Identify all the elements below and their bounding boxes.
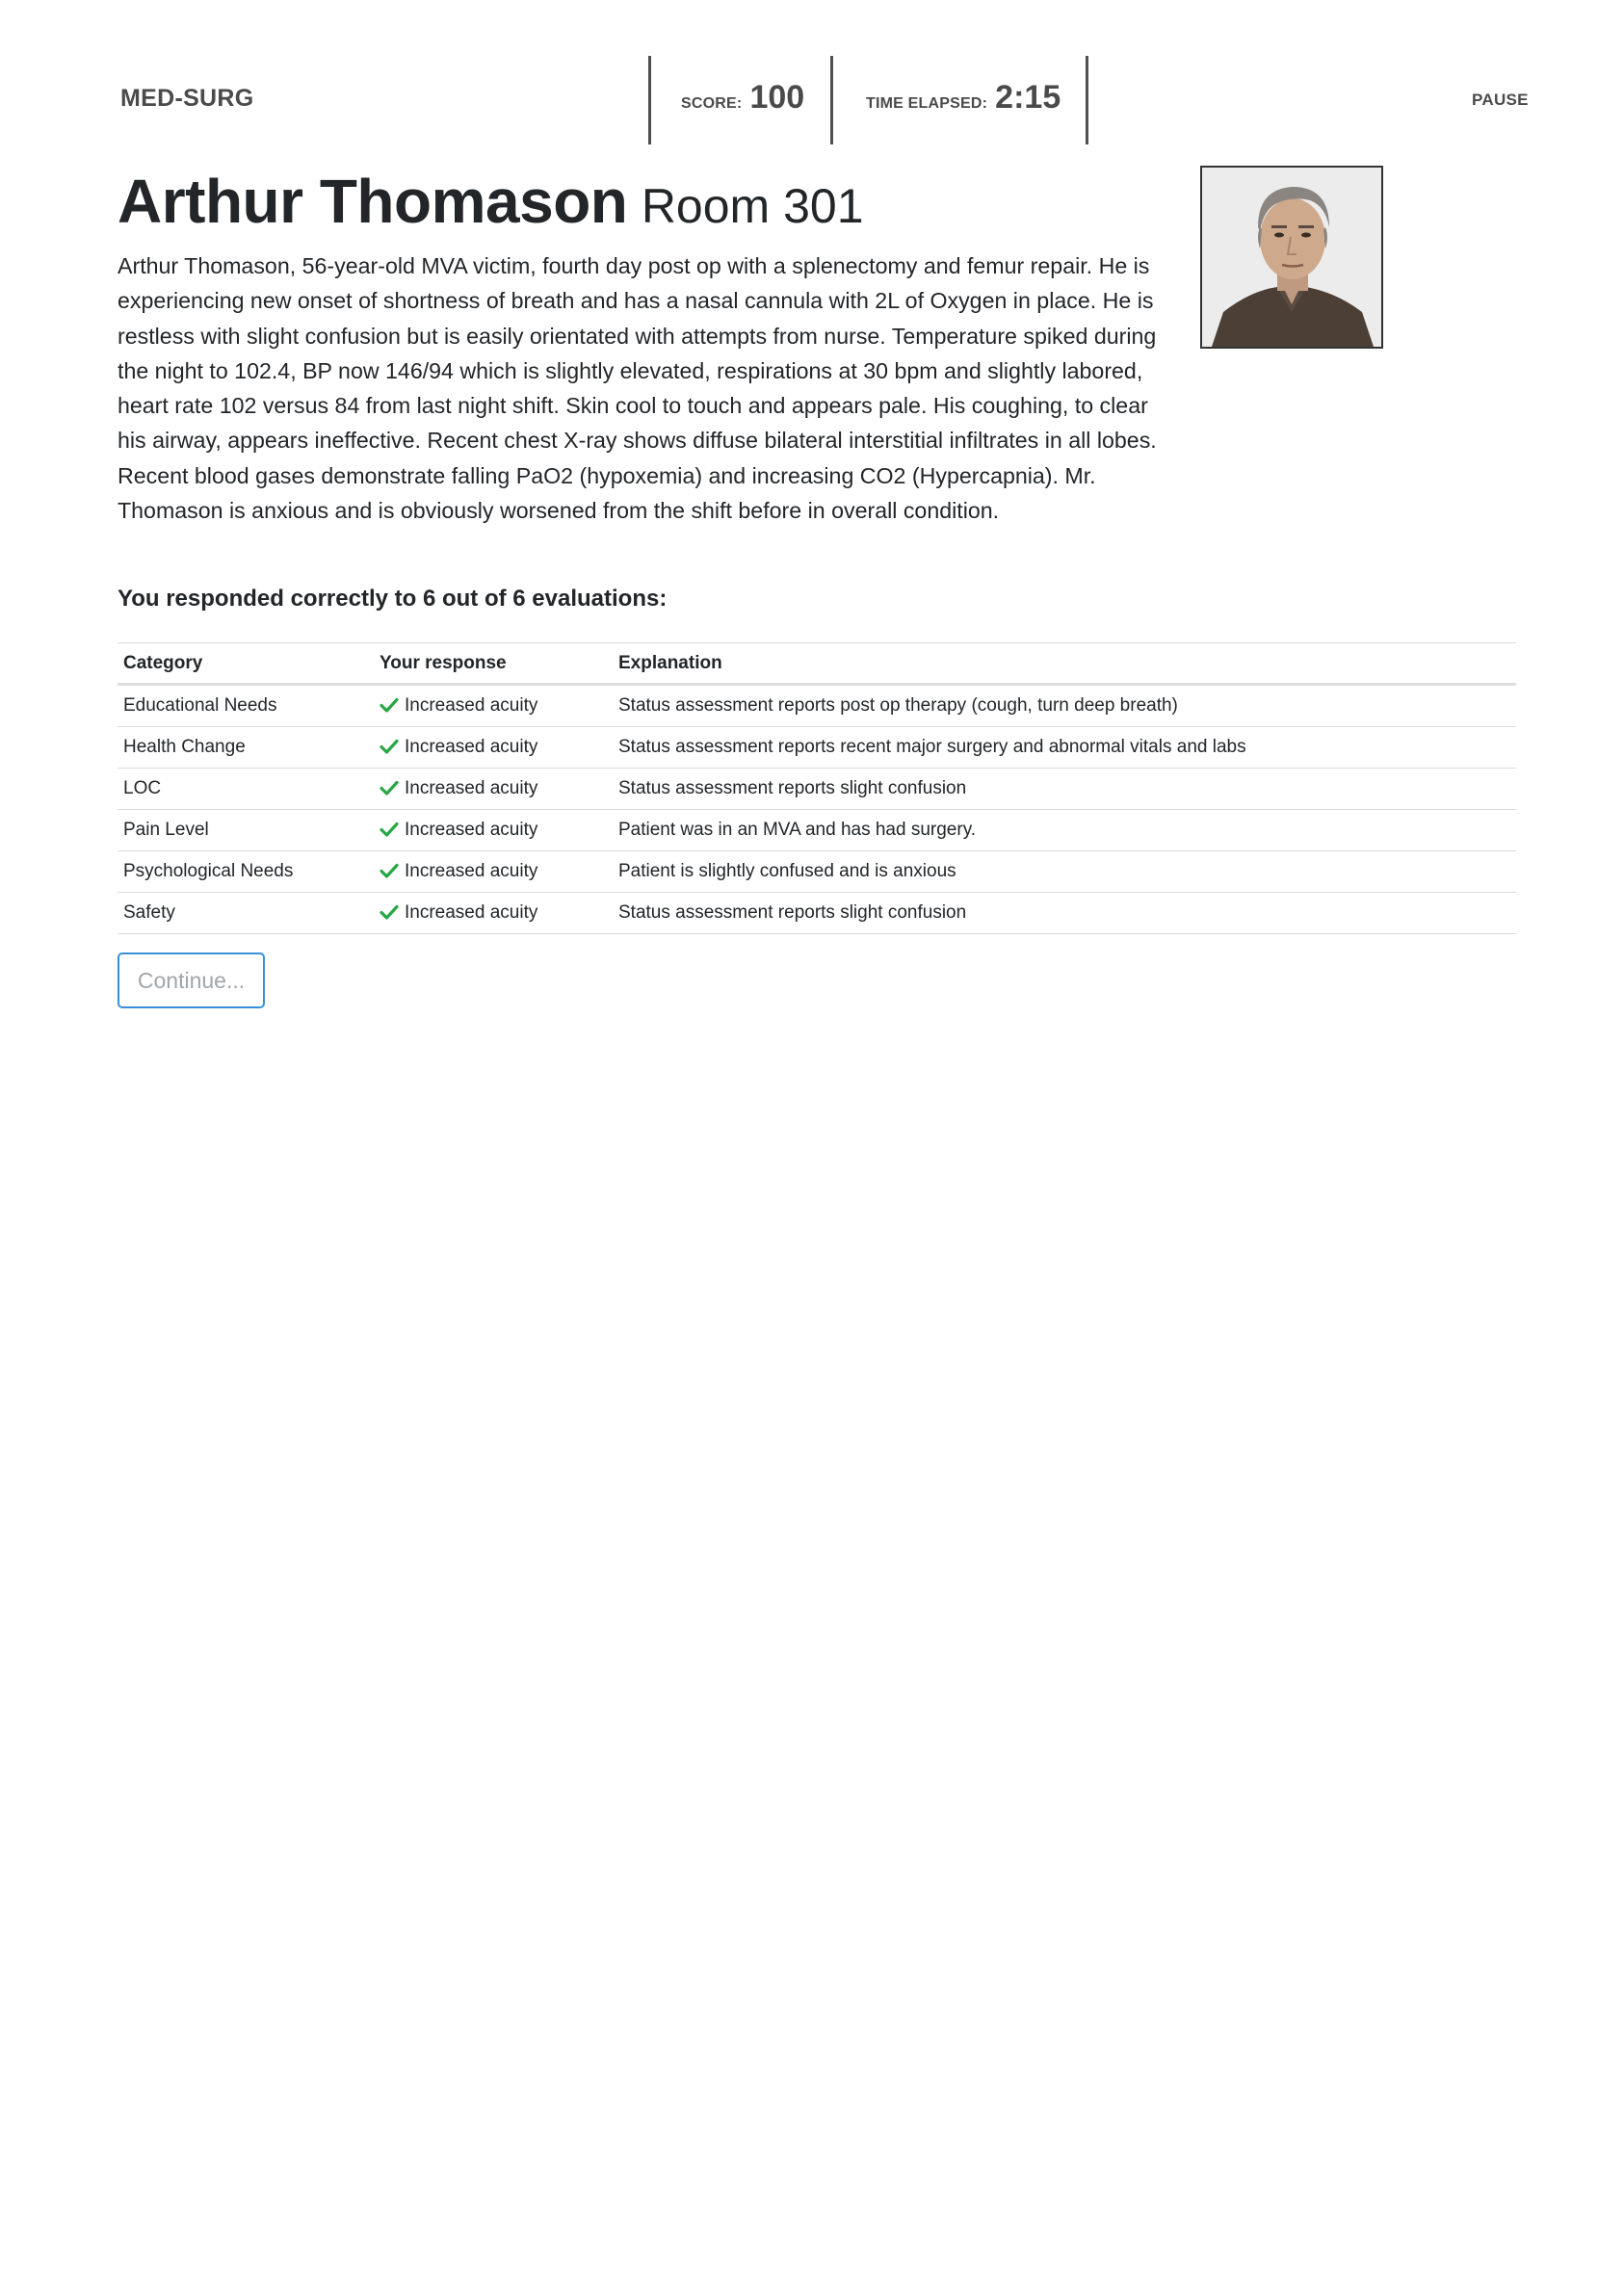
patient-narrative: Arthur Thomason, 56-year-old MVA victim, fourth day post op with a splenectomy and femur repair. He is experiencing new onset of shortness of breath and has a nasal cannula with 2L of Oxygen in place. He is restless with slight confusion but is easily orientated with attempts from nurse. Temperature spiked during the night to 102.4, BP now 146/94 which is slightly elevated, respirations at 30 bpm and slightly labored, heart rate 102 versus 84 from last night shift. Skin cool to touch and appears pale. His coughing, to clear his airway, appears ineffective. Recent chest X-ray shows diffuse bilateral interstitial infiltrates in all lobes. Recent blood gases demonstrate falling PaO2 (hypoxemia) and increasing CO2 (Hypercapnia). Mr. Thomason is anxious and is obviously worsened from the shift before in overall condition.	[118, 253, 1157, 524]
row-explanation: Status assessment reports slight confusion	[613, 893, 1516, 934]
check-icon	[380, 780, 399, 796]
response-text: Increased acuity	[405, 820, 538, 840]
divider	[1086, 56, 1088, 144]
divider	[648, 56, 651, 144]
header-response: Your response	[374, 643, 613, 685]
row-response	[374, 769, 613, 810]
score-label: SCORE:	[681, 95, 743, 112]
row-explanation: Status assessment reports recent major surgery and abnormal vitals and labs	[613, 727, 1516, 769]
row-response	[374, 893, 613, 934]
row-explanation: Status assessment reports post op therapy (cough, turn deep breath)	[613, 685, 1516, 727]
pause-button[interactable]: PAUSE	[1472, 91, 1529, 109]
row-response	[374, 851, 613, 893]
row-category: Educational Needs	[118, 685, 374, 727]
row-explanation: Patient is slightly confused and is anxious	[613, 851, 1516, 893]
results-table	[118, 642, 1516, 934]
check-icon	[380, 697, 399, 713]
check-icon	[380, 822, 399, 837]
table-row	[118, 851, 1516, 893]
response-text: Increased acuity	[405, 902, 538, 923]
row-response	[374, 685, 613, 727]
response-text: Increased acuity	[405, 778, 538, 798]
row-category: Safety	[118, 893, 374, 934]
row-explanation: Status assessment reports slight confusion	[613, 769, 1516, 810]
row-category: Health Change	[118, 727, 374, 769]
patient-photo	[1200, 166, 1383, 349]
table-row	[118, 810, 1516, 851]
response-text: Increased acuity	[405, 861, 538, 881]
row-category: Pain Level	[118, 810, 374, 851]
table-header-row	[118, 643, 1516, 685]
app-brand: MED-SURG	[120, 85, 254, 112]
top-bar	[0, 0, 1624, 144]
header-category: Category	[118, 643, 374, 685]
patient-header	[118, 166, 1158, 243]
check-icon	[380, 904, 399, 920]
results-summary: You responded correctly to 6 out of 6 evaluations:	[118, 586, 668, 612]
header-explanation: Explanation	[613, 643, 1516, 685]
row-response	[374, 810, 613, 851]
check-icon	[380, 863, 399, 878]
continue-button[interactable]: Continue...	[118, 952, 265, 1008]
table-row	[118, 727, 1516, 769]
row-response	[374, 727, 613, 769]
response-text: Increased acuity	[405, 695, 538, 716]
check-icon	[380, 739, 399, 754]
score-display	[681, 79, 804, 117]
table-row	[118, 685, 1516, 727]
patient-photo-image	[1202, 168, 1381, 347]
row-category: LOC	[118, 769, 374, 810]
time-value: 2:15	[995, 79, 1061, 116]
score-value: 100	[749, 79, 805, 116]
table-row	[118, 769, 1516, 810]
patient-room: Room 301	[641, 179, 864, 233]
time-elapsed-display	[866, 79, 1061, 117]
table-row	[118, 893, 1516, 934]
divider	[830, 56, 833, 144]
row-explanation: Patient was in an MVA and has had surgery.	[613, 810, 1516, 851]
patient-name: Arthur Thomason	[118, 167, 628, 236]
row-category: Psychological Needs	[118, 851, 374, 893]
response-text: Increased acuity	[405, 737, 538, 757]
time-label: TIME ELAPSED:	[866, 95, 988, 112]
